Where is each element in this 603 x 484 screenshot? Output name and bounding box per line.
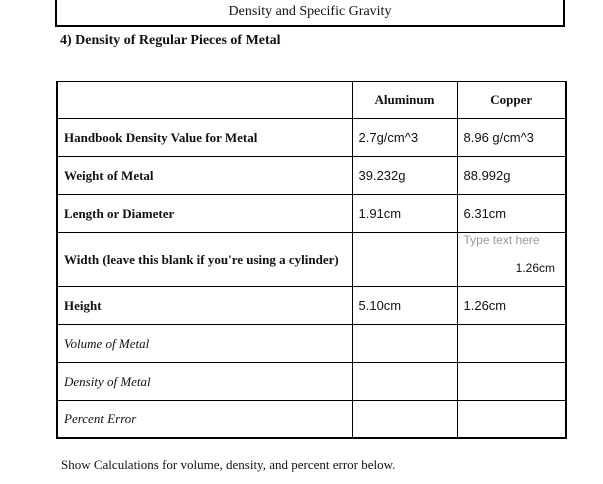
cell-copper-volume[interactable] bbox=[457, 325, 566, 363]
section-title: 4) Density of Regular Pieces of Metal bbox=[60, 33, 281, 48]
cell-aluminum-weight[interactable]: 39.232g bbox=[352, 157, 457, 195]
row-label-height: Height bbox=[57, 287, 352, 325]
table-row bbox=[57, 157, 566, 195]
document-header bbox=[55, 0, 565, 27]
cell-copper-width[interactable] bbox=[457, 233, 566, 287]
row-label-density: Density of Metal bbox=[57, 363, 352, 401]
calculations-instruction: Show Calculations for volume, density, and percent error below. bbox=[61, 457, 396, 472]
cell-copper-length[interactable]: 6.31cm bbox=[457, 195, 566, 233]
table-row bbox=[57, 325, 566, 363]
table-row bbox=[57, 401, 566, 438]
cell-aluminum-volume[interactable] bbox=[352, 325, 457, 363]
header-cell-copper: Copper bbox=[457, 82, 566, 119]
table-row bbox=[57, 119, 566, 157]
header-cell-aluminum: Aluminum bbox=[352, 82, 457, 119]
cell-aluminum-width[interactable] bbox=[352, 233, 457, 287]
copper-width-value: 1.26cm bbox=[515, 261, 555, 275]
cell-aluminum-length[interactable]: 1.91cm bbox=[352, 195, 457, 233]
table-row bbox=[57, 363, 566, 401]
row-label-weight: Weight of Metal bbox=[57, 157, 352, 195]
cell-copper-percent-error[interactable] bbox=[457, 401, 566, 438]
row-label-volume: Volume of Metal bbox=[57, 325, 352, 363]
cell-aluminum-height[interactable]: 5.10cm bbox=[352, 287, 457, 325]
table-header-row bbox=[57, 82, 566, 119]
table-row bbox=[57, 195, 566, 233]
cell-copper-density[interactable] bbox=[457, 363, 566, 401]
header-cell-empty bbox=[57, 82, 352, 119]
row-label-percent-error: Percent Error bbox=[57, 401, 352, 438]
row-label-length: Length or Diameter bbox=[57, 195, 352, 233]
table-row bbox=[57, 287, 566, 325]
cell-aluminum-percent-error[interactable] bbox=[352, 401, 457, 438]
table-row bbox=[57, 233, 566, 287]
cell-aluminum-density[interactable] bbox=[352, 363, 457, 401]
copper-width-placeholder: Type text here bbox=[463, 233, 540, 247]
cell-copper-weight[interactable]: 88.992g bbox=[457, 157, 566, 195]
density-table bbox=[56, 81, 567, 439]
row-label-handbook-density: Handbook Density Value for Metal bbox=[57, 119, 352, 157]
cell-copper-height[interactable]: 1.26cm bbox=[457, 287, 566, 325]
cell-aluminum-handbook-density[interactable]: 2.7g/cm^3 bbox=[352, 119, 457, 157]
cell-copper-handbook-density[interactable]: 8.96 g/cm^3 bbox=[457, 119, 566, 157]
row-label-width: Width (leave this blank if you're using a cylinder) bbox=[57, 233, 352, 287]
header-title: Density and Specific Gravity bbox=[228, 4, 392, 19]
